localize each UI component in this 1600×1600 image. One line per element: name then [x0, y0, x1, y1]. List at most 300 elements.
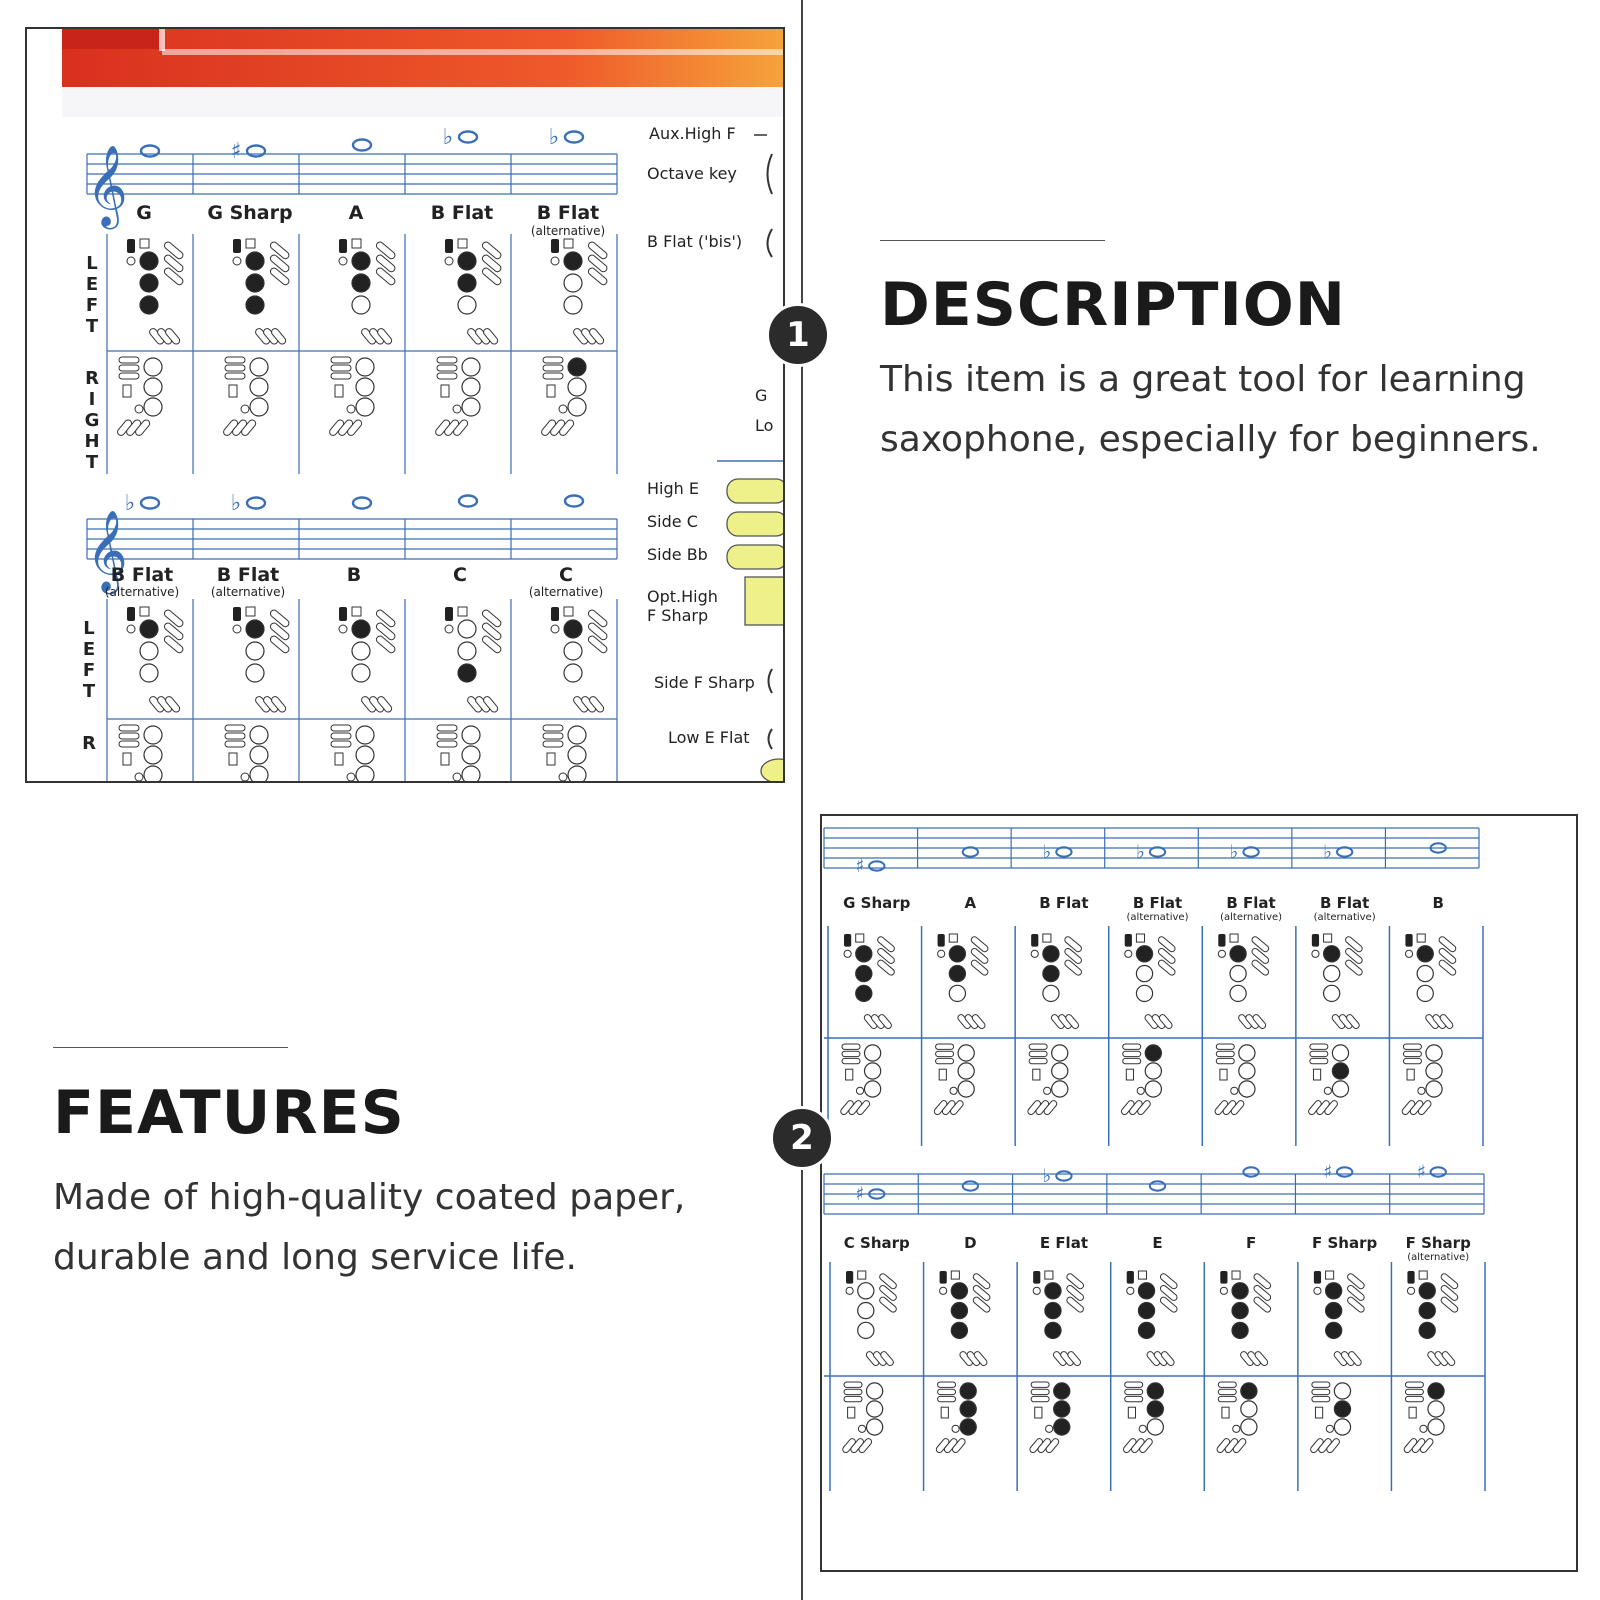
left-label-letter: L: [83, 618, 95, 639]
tone-hole: [250, 726, 268, 744]
tone-hole: [564, 642, 582, 660]
note-head: [1150, 1181, 1165, 1190]
tone-hole: [1043, 985, 1059, 1001]
side-key: [1312, 1382, 1330, 1387]
side-key: [543, 373, 563, 379]
right-label-letter: R: [82, 733, 96, 754]
tone-hole: [951, 1283, 967, 1299]
aux-key: [241, 773, 249, 781]
bis-key: [938, 950, 945, 957]
tone-hole: [865, 1045, 881, 1061]
tone-hole: [462, 766, 480, 781]
side-key: [331, 741, 351, 747]
side-key: [331, 733, 351, 739]
side-key: [331, 357, 351, 363]
tone-hole: [1054, 1383, 1070, 1399]
tone-hole: [144, 358, 162, 376]
side-key: [543, 357, 563, 363]
side-key: [1310, 1051, 1328, 1056]
octave-key: [1407, 1271, 1414, 1284]
tone-hole: [1045, 1322, 1061, 1338]
tone-hole: [1419, 1283, 1435, 1299]
small-key: [1407, 1069, 1414, 1080]
side-key-label: F Sharp: [647, 606, 709, 625]
tone-hole: [1332, 1081, 1348, 1097]
note-head: [1056, 1171, 1071, 1180]
small-key: [140, 607, 149, 616]
octave-key: [938, 934, 945, 947]
note-name: B Flat: [1226, 894, 1276, 912]
side-key: [543, 733, 563, 739]
tone-hole: [1232, 1283, 1248, 1299]
tone-hole: [867, 1419, 883, 1435]
side-key: [938, 1382, 956, 1387]
small-key: [1136, 934, 1144, 942]
tone-hole: [856, 985, 872, 1001]
small-key: [1128, 1407, 1135, 1418]
tone-hole: [140, 274, 158, 292]
tone-hole: [867, 1401, 883, 1417]
side-key: [1216, 1044, 1234, 1049]
features-text: Made of high-quality coated paper, durable and long service life.: [53, 1177, 686, 1278]
fingering-chart-photo-1: [25, 27, 785, 783]
note-subname: (alternative): [528, 585, 604, 599]
side-key-label: High E: [647, 479, 699, 498]
accidental-sign: ♭: [230, 491, 242, 516]
small-key: [1324, 934, 1332, 942]
tone-hole: [1045, 1283, 1061, 1299]
tone-hole: [568, 746, 586, 764]
side-key: [1031, 1389, 1049, 1394]
side-key: [844, 1382, 862, 1387]
tone-hole: [568, 766, 586, 781]
side-key: [1218, 1389, 1236, 1394]
side-key: [119, 373, 139, 379]
side-key: [543, 725, 563, 731]
note-subname: (alternative): [1220, 912, 1283, 923]
right-label-letter: G: [84, 410, 100, 431]
bis-key: [940, 1287, 947, 1294]
side-key-label: Aux.High F: [649, 124, 736, 143]
aux-key: [1044, 1087, 1051, 1094]
description-heading: DESCRIPTION: [880, 270, 1347, 340]
right-label-letter: H: [84, 431, 100, 452]
octave-key: [1127, 1271, 1134, 1284]
tone-hole: [1145, 1063, 1161, 1079]
side-key: [543, 741, 563, 747]
accidental-sign: ♭: [1042, 1165, 1052, 1187]
bis-key: [1218, 950, 1225, 957]
small-key: [1138, 1271, 1146, 1279]
note-name: F Sharp: [1312, 1234, 1378, 1252]
tone-hole: [951, 1303, 967, 1319]
small-key: [547, 385, 555, 397]
fingering-chart-2: [822, 816, 1576, 1570]
small-key: [951, 1271, 959, 1279]
small-key: [352, 239, 361, 248]
tone-hole: [1417, 985, 1433, 1001]
features-rule: [53, 1047, 288, 1048]
octave-key: [1125, 934, 1132, 947]
aux-key: [1139, 1425, 1146, 1432]
side-key-label: B Flat ('bis'): [647, 232, 743, 251]
tone-hole: [250, 766, 268, 781]
octave-key: [1314, 1271, 1321, 1284]
bis-key: [339, 257, 347, 265]
small-key: [335, 753, 343, 765]
aux-key: [135, 405, 143, 413]
tone-hole: [1428, 1401, 1444, 1417]
small-key: [564, 607, 573, 616]
side-key: [331, 373, 351, 379]
tone-hole: [246, 620, 264, 638]
bis-key: [1314, 1287, 1321, 1294]
tone-hole: [865, 1081, 881, 1097]
side-key: [1125, 1396, 1143, 1401]
small-key: [547, 753, 555, 765]
tone-hole: [144, 766, 162, 781]
octave-key: [1312, 934, 1319, 947]
tone-hole: [458, 620, 476, 638]
tone-hole: [1241, 1383, 1257, 1399]
accidental-sign: ♯: [1323, 1161, 1333, 1183]
aux-key: [347, 773, 355, 781]
note-name: F Sharp: [1405, 1234, 1471, 1252]
note-name: B Flat: [216, 564, 280, 586]
note-head: [459, 132, 477, 143]
small-key: [1313, 1069, 1320, 1080]
tone-hole: [1145, 1045, 1161, 1061]
tone-hole: [356, 378, 374, 396]
red-banner: [62, 29, 783, 87]
octave-key: [445, 607, 453, 621]
small-key: [856, 934, 864, 942]
note-head: [963, 1181, 978, 1190]
small-key: [1222, 1407, 1229, 1418]
aux-key: [241, 405, 249, 413]
tone-hole: [568, 378, 586, 396]
side-key: [844, 1396, 862, 1401]
note-head: [1243, 1167, 1258, 1176]
accidental-sign: ♭: [442, 125, 454, 150]
bis-key: [1405, 950, 1412, 957]
side-key: [437, 733, 457, 739]
side-key: [1029, 1058, 1047, 1063]
left-label-letter: F: [82, 660, 96, 681]
note-name: C: [453, 564, 467, 586]
accidental-sign: ♭: [1323, 841, 1333, 863]
badge-2: 2: [770, 1106, 834, 1170]
bis-key: [127, 257, 135, 265]
left-label-letter: E: [82, 639, 96, 660]
tone-hole: [356, 766, 374, 781]
side-key: [1029, 1044, 1047, 1049]
tone-hole: [1239, 1045, 1255, 1061]
yellow-key: [745, 577, 783, 625]
side-key: [936, 1058, 954, 1063]
octave-key: [233, 239, 241, 253]
tone-hole: [1426, 1063, 1442, 1079]
side-key: [1312, 1396, 1330, 1401]
small-key: [140, 239, 149, 248]
side-key: [119, 733, 139, 739]
small-key: [858, 1271, 866, 1279]
tone-hole: [1324, 946, 1340, 962]
tone-hole: [1417, 946, 1433, 962]
tone-hole: [949, 946, 965, 962]
aux-key: [1137, 1087, 1144, 1094]
note-head: [141, 498, 159, 509]
yellow-key: [761, 759, 783, 781]
note-name: G Sharp: [207, 202, 293, 224]
right-label-letter: R: [85, 368, 99, 389]
side-key: [936, 1044, 954, 1049]
tone-hole: [1043, 946, 1059, 962]
tone-hole: [1428, 1383, 1444, 1399]
aux-key: [453, 405, 461, 413]
bis-key: [1220, 1287, 1227, 1294]
note-name: B Flat: [110, 564, 174, 586]
octave-key: [844, 934, 851, 947]
bis-key: [1127, 1287, 1134, 1294]
side-key: [1403, 1058, 1421, 1063]
tone-hole: [356, 746, 374, 764]
small-key: [441, 753, 449, 765]
tone-hole: [144, 726, 162, 744]
tone-hole: [140, 252, 158, 270]
tone-hole: [949, 985, 965, 1001]
bis-key: [339, 625, 347, 633]
tone-hole: [1332, 1063, 1348, 1079]
tone-hole: [250, 378, 268, 396]
side-key: [1123, 1058, 1141, 1063]
octave-key: [127, 239, 135, 253]
left-label-letter: F: [85, 295, 99, 316]
small-key: [1326, 1271, 1334, 1279]
tone-hole: [1334, 1401, 1350, 1417]
treble-clef: 𝄞: [86, 144, 128, 226]
tone-hole: [1147, 1383, 1163, 1399]
tone-hole: [246, 664, 264, 682]
yellow-key: [727, 545, 783, 569]
small-key: [123, 753, 131, 765]
side-key: [1125, 1389, 1143, 1394]
left-label-letter: T: [82, 681, 96, 702]
side-key-label: Side F Sharp: [654, 673, 755, 692]
side-key: [437, 741, 457, 747]
tone-hole: [960, 1383, 976, 1399]
tone-hole: [1324, 966, 1340, 982]
bis-key: [1033, 1287, 1040, 1294]
right-label-letter: I: [88, 389, 96, 410]
description-text: This item is a great tool for learning saxophone, especially for beginners.: [880, 359, 1541, 460]
tone-hole: [564, 664, 582, 682]
vertical-divider: [801, 0, 803, 1600]
tone-hole: [958, 1081, 974, 1097]
tone-hole: [1136, 966, 1152, 982]
tone-hole: [1324, 985, 1340, 1001]
small-key: [458, 607, 467, 616]
side-key: [842, 1051, 860, 1056]
tone-hole: [564, 252, 582, 270]
aux-key: [952, 1425, 959, 1432]
tone-hole: [140, 664, 158, 682]
octave-key: [551, 239, 559, 253]
side-key: [1218, 1382, 1236, 1387]
note-head: [247, 498, 265, 509]
side-key-label: Side Bb: [647, 545, 708, 564]
tone-hole: [458, 296, 476, 314]
tone-hole: [1232, 1322, 1248, 1338]
aux-key: [856, 1087, 863, 1094]
octave-key: [339, 607, 347, 621]
side-key: [938, 1389, 956, 1394]
side-key-label: Lo: [755, 416, 774, 435]
side-key: [1405, 1396, 1423, 1401]
aux-key: [1418, 1087, 1425, 1094]
tone-hole: [960, 1401, 976, 1417]
note-subname: (alternative): [104, 585, 180, 599]
bis-key: [1407, 1287, 1414, 1294]
note-name: B Flat: [1319, 894, 1370, 912]
accidental-sign: ♯: [855, 855, 865, 877]
tone-hole: [1241, 1419, 1257, 1435]
tone-hole: [144, 746, 162, 764]
tone-hole: [462, 746, 480, 764]
side-key-label: Side C: [647, 512, 698, 531]
small-key: [1043, 934, 1051, 942]
side-key: [437, 365, 457, 371]
left-label-letter: T: [85, 316, 99, 337]
tone-hole: [352, 274, 370, 292]
tone-hole: [1332, 1045, 1348, 1061]
side-key: [225, 733, 245, 739]
tone-hole: [356, 358, 374, 376]
aux-key: [1046, 1425, 1053, 1432]
note-head: [869, 861, 884, 870]
octave-key: [1031, 934, 1038, 947]
side-key: [1405, 1382, 1423, 1387]
tone-hole: [564, 274, 582, 292]
tone-hole: [352, 664, 370, 682]
tone-hole: [1230, 966, 1246, 982]
accidental-sign: ♭: [1042, 841, 1052, 863]
small-key: [246, 607, 255, 616]
small-key: [1126, 1069, 1133, 1080]
note-head: [1056, 847, 1071, 856]
tone-hole: [960, 1419, 976, 1435]
note-name: F: [1245, 1234, 1257, 1252]
side-key: [543, 365, 563, 371]
tone-hole: [1326, 1322, 1342, 1338]
note-head: [1431, 1167, 1446, 1176]
side-key: [1123, 1044, 1141, 1049]
small-key: [1417, 934, 1425, 942]
note-name: B Flat: [1132, 894, 1183, 912]
tone-hole: [1043, 966, 1059, 982]
side-key: [1405, 1389, 1423, 1394]
small-key: [352, 607, 361, 616]
tone-hole: [1326, 1283, 1342, 1299]
note-name: B: [1432, 894, 1444, 912]
tone-hole: [1326, 1303, 1342, 1319]
aux-key: [1231, 1087, 1238, 1094]
tone-hole: [458, 664, 476, 682]
small-key: [1035, 1407, 1042, 1418]
side-key: [331, 725, 351, 731]
side-key: [1216, 1058, 1234, 1063]
bis-key: [233, 625, 241, 633]
tone-hole: [958, 1063, 974, 1079]
bis-key: [1312, 950, 1319, 957]
tone-hole: [865, 1063, 881, 1079]
tone-hole: [568, 726, 586, 744]
side-key: [119, 365, 139, 371]
tone-hole: [462, 358, 480, 376]
tone-hole: [856, 966, 872, 982]
tone-hole: [564, 620, 582, 638]
small-key: [335, 385, 343, 397]
side-key: [225, 741, 245, 747]
side-key-label: Low E Flat: [668, 728, 750, 747]
aux-key: [135, 773, 143, 781]
tone-hole: [1230, 946, 1246, 962]
note-subname: (alternative): [1407, 1252, 1470, 1263]
side-key: [119, 725, 139, 731]
tone-hole: [1138, 1303, 1154, 1319]
tone-hole: [1230, 985, 1246, 1001]
small-key: [1232, 1271, 1240, 1279]
octave-key: [846, 1271, 853, 1284]
side-key: [938, 1396, 956, 1401]
aux-key: [1233, 1425, 1240, 1432]
connector-arc: [768, 154, 773, 194]
small-key: [1033, 1069, 1040, 1080]
note-name: C Sharp: [843, 1234, 910, 1252]
tone-hole: [356, 398, 374, 416]
side-key: [1031, 1382, 1049, 1387]
tone-hole: [462, 378, 480, 396]
tone-hole: [1136, 946, 1152, 962]
note-head: [353, 140, 371, 151]
aux-key: [1324, 1087, 1331, 1094]
connector-arc: [769, 669, 773, 693]
badge-1: 1: [766, 303, 830, 367]
small-key: [564, 239, 573, 248]
octave-key: [940, 1271, 947, 1284]
side-key: [936, 1051, 954, 1056]
aux-key: [1326, 1425, 1333, 1432]
note-head: [565, 132, 583, 143]
aux-key: [559, 773, 567, 781]
note-head: [141, 146, 159, 157]
bis-key: [551, 625, 559, 633]
fingering-chart-1: [27, 29, 783, 781]
small-key: [846, 1069, 853, 1080]
side-key: [225, 357, 245, 363]
small-key: [1409, 1407, 1416, 1418]
tone-hole: [1419, 1303, 1435, 1319]
side-key: [437, 373, 457, 379]
bis-key: [846, 1287, 853, 1294]
tone-hole: [949, 966, 965, 982]
aux-key: [1420, 1425, 1427, 1432]
tone-hole: [140, 620, 158, 638]
tone-hole: [250, 358, 268, 376]
tone-hole: [1334, 1383, 1350, 1399]
aux-key: [347, 405, 355, 413]
small-key: [949, 934, 957, 942]
